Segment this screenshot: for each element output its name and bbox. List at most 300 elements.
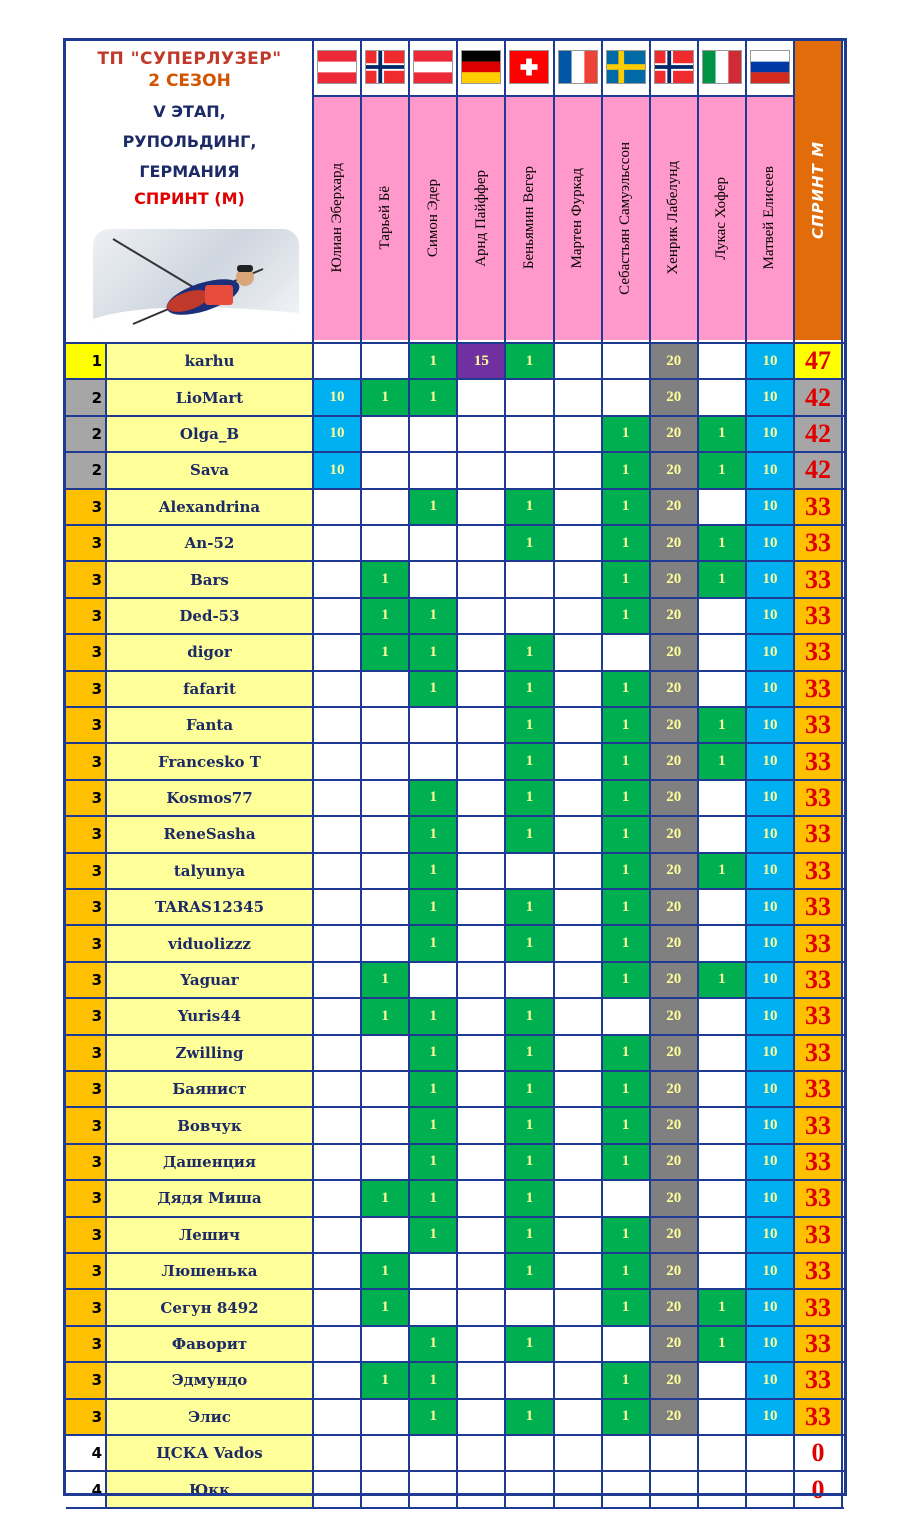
points-cell: 1	[505, 1107, 553, 1143]
grid-line	[66, 961, 844, 963]
rank-cell: 3	[66, 525, 106, 561]
points-cell	[313, 889, 361, 925]
points-cell	[409, 1289, 457, 1325]
points-cell	[313, 925, 361, 961]
grid-line	[66, 1252, 844, 1254]
points-cell: 20	[650, 452, 698, 488]
points-cell: 1	[505, 343, 553, 379]
italy-flag-icon	[702, 50, 742, 84]
athlete-header	[457, 96, 505, 340]
grid-line	[66, 852, 844, 854]
points-cell	[554, 743, 602, 779]
points-cell	[602, 1435, 650, 1471]
points-cell	[698, 343, 746, 379]
grid-line	[66, 1361, 844, 1363]
points-cell: 1	[409, 1399, 457, 1435]
points-cell	[457, 1144, 505, 1180]
points-cell: 10	[313, 416, 361, 452]
grid-line	[66, 742, 844, 744]
total-cell: 0	[794, 1435, 842, 1471]
points-cell	[457, 1289, 505, 1325]
total-cell: 33	[794, 1399, 842, 1435]
rank-cell: 4	[66, 1471, 106, 1507]
points-cell	[698, 379, 746, 415]
points-cell	[554, 707, 602, 743]
points-cell: 1	[505, 634, 553, 670]
points-cell: 20	[650, 379, 698, 415]
points-cell	[554, 1144, 602, 1180]
grid-line	[66, 670, 844, 672]
points-cell	[361, 1435, 409, 1471]
points-cell	[313, 1035, 361, 1071]
player-name-cell: Yaguar	[106, 962, 313, 998]
points-cell: 1	[505, 780, 553, 816]
points-cell: 1	[409, 598, 457, 634]
points-cell	[457, 962, 505, 998]
points-cell: 1	[361, 962, 409, 998]
points-cell	[457, 816, 505, 852]
points-cell: 1	[409, 489, 457, 525]
athlete-name: Тарьей Бё	[376, 186, 393, 250]
rank-cell: 3	[66, 962, 106, 998]
player-name-cell: Sava	[106, 452, 313, 488]
athlete-header	[698, 96, 746, 340]
player-name-cell: An-52	[106, 525, 313, 561]
points-cell	[409, 1253, 457, 1289]
points-cell	[361, 343, 409, 379]
points-cell	[554, 343, 602, 379]
points-cell	[361, 1071, 409, 1107]
points-cell	[746, 1435, 794, 1471]
points-cell: 20	[650, 525, 698, 561]
points-cell: 1	[361, 1180, 409, 1216]
points-cell: 10	[746, 743, 794, 779]
points-cell: 1	[602, 671, 650, 707]
points-cell: 1	[409, 853, 457, 889]
grid-line	[66, 488, 844, 490]
points-cell: 20	[650, 1399, 698, 1435]
points-cell	[457, 1253, 505, 1289]
points-cell	[361, 889, 409, 925]
total-cell: 33	[794, 1362, 842, 1398]
points-cell: 1	[361, 1362, 409, 1398]
grid-line	[66, 1507, 844, 1509]
total-cell: 0	[794, 1471, 842, 1507]
player-name-cell: ReneSasha	[106, 816, 313, 852]
points-cell: 10	[746, 780, 794, 816]
points-cell: 10	[746, 707, 794, 743]
results-table	[63, 38, 847, 1504]
points-cell: 20	[650, 634, 698, 670]
points-cell	[698, 816, 746, 852]
rank-cell: 3	[66, 1326, 106, 1362]
points-cell: 20	[650, 925, 698, 961]
total-cell: 33	[794, 925, 842, 961]
points-cell	[361, 525, 409, 561]
rank-cell: 3	[66, 1362, 106, 1398]
points-cell: 1	[602, 1035, 650, 1071]
points-cell	[313, 1071, 361, 1107]
points-cell: 1	[361, 598, 409, 634]
grid-line	[66, 1434, 844, 1436]
sweden-flag-icon	[606, 50, 646, 84]
total-cell: 33	[794, 561, 842, 597]
points-cell	[505, 1435, 553, 1471]
points-cell	[554, 1180, 602, 1216]
points-cell	[698, 598, 746, 634]
points-cell	[457, 416, 505, 452]
grid-line	[66, 997, 844, 999]
points-cell: 10	[313, 379, 361, 415]
rank-cell: 3	[66, 1035, 106, 1071]
points-cell: 1	[505, 1217, 553, 1253]
total-cell: 33	[794, 634, 842, 670]
points-cell: 1	[361, 1253, 409, 1289]
points-cell: 1	[602, 925, 650, 961]
points-cell: 1	[505, 1144, 553, 1180]
points-cell: 10	[746, 634, 794, 670]
points-cell: 1	[505, 1253, 553, 1289]
athlete-header	[361, 96, 409, 340]
points-cell	[409, 743, 457, 779]
player-name-cell: Ded-53	[106, 598, 313, 634]
points-cell	[457, 889, 505, 925]
grid-line	[66, 451, 844, 453]
grid-line	[313, 95, 794, 97]
points-cell: 1	[505, 998, 553, 1034]
points-cell: 10	[746, 998, 794, 1034]
points-cell	[361, 452, 409, 488]
points-cell	[698, 998, 746, 1034]
athlete-header	[650, 96, 698, 340]
points-cell	[602, 1471, 650, 1507]
athlete-name: Арнд Пайффер	[472, 169, 489, 267]
total-cell: 47	[794, 343, 842, 379]
player-name-cell: Баянист	[106, 1071, 313, 1107]
points-cell	[698, 1071, 746, 1107]
points-cell	[457, 998, 505, 1034]
points-cell: 10	[746, 816, 794, 852]
player-name-cell: digor	[106, 634, 313, 670]
points-cell: 1	[698, 561, 746, 597]
player-name-cell: talyunya	[106, 853, 313, 889]
points-cell: 1	[505, 1399, 553, 1435]
rank-cell: 3	[66, 925, 106, 961]
player-name-cell: Элис	[106, 1399, 313, 1435]
points-cell: 20	[650, 1289, 698, 1325]
grid-line	[66, 597, 844, 599]
grid-line	[66, 706, 844, 708]
points-cell: 10	[746, 962, 794, 998]
points-cell	[457, 1471, 505, 1507]
points-cell	[554, 1071, 602, 1107]
player-name-cell: viduolizzz	[106, 925, 313, 961]
points-cell: 1	[698, 525, 746, 561]
player-name-cell: Olga_B	[106, 416, 313, 452]
athlete-name: Хенрик Лабелунд	[665, 161, 682, 275]
switzerland-flag-icon	[509, 50, 549, 84]
points-cell: 1	[698, 743, 746, 779]
points-cell: 1	[602, 816, 650, 852]
points-cell	[361, 1471, 409, 1507]
points-cell: 1	[409, 780, 457, 816]
points-cell: 1	[602, 1144, 650, 1180]
points-cell	[698, 1107, 746, 1143]
points-cell	[554, 1035, 602, 1071]
points-cell: 20	[650, 489, 698, 525]
total-cell: 33	[794, 1107, 842, 1143]
points-cell	[554, 1289, 602, 1325]
points-cell	[505, 598, 553, 634]
rank-cell: 3	[66, 634, 106, 670]
points-cell: 10	[746, 1289, 794, 1325]
points-cell	[313, 598, 361, 634]
points-cell: 10	[746, 1107, 794, 1143]
points-cell	[457, 1107, 505, 1143]
grid-line	[66, 633, 844, 635]
points-cell	[457, 707, 505, 743]
points-cell: 1	[698, 853, 746, 889]
points-cell	[361, 671, 409, 707]
points-cell: 1	[409, 1362, 457, 1398]
grid-line	[66, 1143, 844, 1145]
player-name-cell: Fanta	[106, 707, 313, 743]
total-cell: 33	[794, 1326, 842, 1362]
player-name-cell: LioMart	[106, 379, 313, 415]
points-cell	[361, 780, 409, 816]
points-cell: 1	[602, 1253, 650, 1289]
points-cell	[698, 1435, 746, 1471]
total-cell: 33	[794, 853, 842, 889]
rank-cell: 3	[66, 489, 106, 525]
points-cell	[554, 998, 602, 1034]
points-cell	[409, 962, 457, 998]
points-cell: 1	[409, 1035, 457, 1071]
points-cell: 20	[650, 1071, 698, 1107]
points-cell	[505, 853, 553, 889]
points-cell	[698, 780, 746, 816]
points-cell: 10	[746, 1180, 794, 1216]
points-cell	[554, 1362, 602, 1398]
points-cell: 1	[602, 780, 650, 816]
points-cell: 1	[698, 962, 746, 998]
points-cell: 1	[602, 525, 650, 561]
points-cell	[457, 1326, 505, 1362]
title-season: 2 СЕЗОН	[148, 71, 231, 91]
points-cell	[505, 1471, 553, 1507]
points-cell	[554, 1435, 602, 1471]
points-cell	[602, 634, 650, 670]
points-cell: 10	[746, 416, 794, 452]
points-cell: 10	[746, 1035, 794, 1071]
points-cell	[313, 489, 361, 525]
points-cell	[313, 1471, 361, 1507]
grid-line	[66, 779, 844, 781]
player-name-cell: Дашенция	[106, 1144, 313, 1180]
points-cell: 10	[746, 1071, 794, 1107]
points-cell	[698, 925, 746, 961]
points-cell	[457, 452, 505, 488]
points-cell: 1	[602, 853, 650, 889]
points-cell: 1	[602, 707, 650, 743]
points-cell: 10	[746, 1399, 794, 1435]
points-cell	[313, 525, 361, 561]
points-cell: 1	[698, 707, 746, 743]
points-cell: 1	[505, 743, 553, 779]
total-cell: 33	[794, 743, 842, 779]
title-tournament: ТП "СУПЕРЛУЗЕР"	[97, 49, 282, 69]
points-cell: 1	[505, 525, 553, 561]
points-cell: 1	[505, 1326, 553, 1362]
points-cell	[313, 780, 361, 816]
points-cell: 1	[361, 998, 409, 1034]
points-cell: 20	[650, 671, 698, 707]
points-cell	[313, 743, 361, 779]
points-cell	[554, 634, 602, 670]
points-cell: 1	[602, 962, 650, 998]
points-cell	[409, 561, 457, 597]
points-cell: 1	[602, 598, 650, 634]
points-cell	[313, 634, 361, 670]
points-cell	[554, 889, 602, 925]
points-cell: 1	[602, 889, 650, 925]
grid-line	[66, 1070, 844, 1072]
points-cell	[409, 1435, 457, 1471]
points-cell: 20	[650, 343, 698, 379]
points-cell: 1	[602, 561, 650, 597]
grid-line	[66, 924, 844, 926]
points-cell	[457, 1399, 505, 1435]
points-cell: 20	[650, 707, 698, 743]
total-cell: 33	[794, 1071, 842, 1107]
points-cell: 10	[746, 598, 794, 634]
points-cell: 20	[650, 1107, 698, 1143]
points-cell	[554, 561, 602, 597]
total-cell: 33	[794, 598, 842, 634]
rank-cell: 3	[66, 707, 106, 743]
points-cell	[698, 1362, 746, 1398]
rank-cell: 3	[66, 1399, 106, 1435]
total-cell: 33	[794, 1253, 842, 1289]
athlete-name: Лукас Хофер	[713, 176, 730, 260]
points-cell	[505, 452, 553, 488]
points-cell	[602, 998, 650, 1034]
points-cell: 10	[746, 1253, 794, 1289]
points-cell	[698, 889, 746, 925]
points-cell: 20	[650, 998, 698, 1034]
points-cell	[554, 853, 602, 889]
athlete-header	[554, 96, 602, 340]
points-cell: 1	[505, 489, 553, 525]
points-cell	[361, 1144, 409, 1180]
points-cell: 1	[409, 379, 457, 415]
points-cell: 1	[602, 1217, 650, 1253]
points-cell: 15	[457, 343, 505, 379]
points-cell: 1	[505, 816, 553, 852]
points-cell	[698, 1144, 746, 1180]
player-name-cell: Эдмундо	[106, 1362, 313, 1398]
points-cell: 1	[505, 889, 553, 925]
points-cell	[313, 1399, 361, 1435]
points-cell: 20	[650, 416, 698, 452]
total-cell: 33	[794, 889, 842, 925]
player-name-cell: Юкк	[106, 1471, 313, 1507]
points-cell: 10	[746, 343, 794, 379]
points-cell: 1	[361, 561, 409, 597]
points-cell	[313, 343, 361, 379]
points-cell	[457, 1180, 505, 1216]
rank-cell: 3	[66, 780, 106, 816]
points-cell	[698, 1471, 746, 1507]
points-cell	[554, 416, 602, 452]
player-name-cell: Сегун 8492	[106, 1289, 313, 1325]
points-cell	[457, 561, 505, 597]
sprint-total-label: СПРИНТ М	[809, 141, 827, 240]
points-cell: 10	[746, 889, 794, 925]
points-cell	[457, 634, 505, 670]
grid-line	[66, 1325, 844, 1327]
points-cell	[505, 1362, 553, 1398]
points-cell: 1	[698, 416, 746, 452]
points-cell	[554, 525, 602, 561]
player-name-cell: fafarit	[106, 671, 313, 707]
points-cell	[457, 1035, 505, 1071]
player-name-cell: Alexandrina	[106, 489, 313, 525]
points-cell	[313, 816, 361, 852]
points-cell	[313, 707, 361, 743]
points-cell	[505, 379, 553, 415]
points-cell: 1	[361, 634, 409, 670]
points-cell: 1	[505, 1180, 553, 1216]
norway-flag-icon	[654, 50, 694, 84]
points-cell	[698, 489, 746, 525]
points-cell	[313, 962, 361, 998]
points-cell: 1	[409, 1107, 457, 1143]
points-cell	[457, 1071, 505, 1107]
player-name-cell: Francesko T	[106, 743, 313, 779]
grid-line	[66, 560, 844, 562]
points-cell	[409, 525, 457, 561]
points-cell: 1	[602, 416, 650, 452]
points-cell	[505, 962, 553, 998]
rank-cell: 3	[66, 889, 106, 925]
points-cell: 20	[650, 1326, 698, 1362]
points-cell: 20	[650, 889, 698, 925]
rank-cell: 3	[66, 671, 106, 707]
total-cell: 33	[794, 525, 842, 561]
grid-line	[66, 1106, 844, 1108]
rank-cell: 3	[66, 1144, 106, 1180]
player-name-cell: karhu	[106, 343, 313, 379]
points-cell	[554, 1253, 602, 1289]
total-cell: 33	[794, 671, 842, 707]
points-cell: 1	[409, 925, 457, 961]
player-name-cell: Лешич	[106, 1217, 313, 1253]
rank-cell: 2	[66, 416, 106, 452]
points-cell	[313, 1217, 361, 1253]
rank-cell: 3	[66, 1180, 106, 1216]
points-cell	[409, 707, 457, 743]
points-cell	[650, 1471, 698, 1507]
points-cell	[457, 379, 505, 415]
points-cell: 1	[409, 1326, 457, 1362]
points-cell	[313, 998, 361, 1034]
points-cell	[698, 634, 746, 670]
points-cell	[554, 489, 602, 525]
points-cell	[313, 1435, 361, 1471]
points-cell	[409, 416, 457, 452]
grid-line	[66, 1398, 844, 1400]
